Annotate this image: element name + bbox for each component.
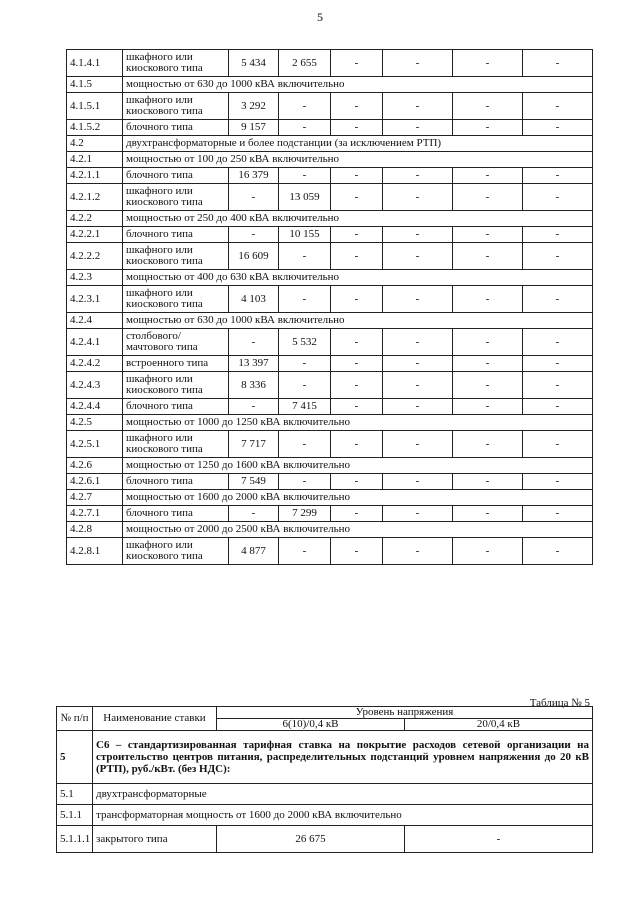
- section-label: мощностью от 630 до 1000 кВА включительно: [123, 313, 593, 329]
- row-number: 5.1.1: [57, 805, 93, 826]
- section-label: двухтрансформаторные и более подстанции (за исключением РТП): [123, 136, 593, 152]
- value-cell: 4 103: [229, 286, 279, 313]
- table-row: [67, 506, 593, 522]
- value-cell: -: [453, 50, 523, 77]
- row-number: 4.2.1.2: [67, 184, 123, 211]
- value-cell: -: [453, 184, 523, 211]
- section-row: [67, 458, 593, 474]
- value-cell: -: [523, 120, 593, 136]
- value-cell: -: [453, 168, 523, 184]
- section-label: трансформаторная мощность от 1600 до 2000 кВА включительно: [93, 805, 593, 826]
- table-caption: Таблица № 5: [529, 697, 590, 709]
- section-row: [67, 152, 593, 168]
- tariff-table-4: [66, 49, 593, 565]
- value-cell: -: [331, 168, 383, 184]
- row-number: 5.1.1.1: [57, 826, 93, 853]
- value-cell: -: [383, 227, 453, 243]
- value-cell: -: [453, 356, 523, 372]
- table-row: [67, 120, 593, 136]
- section-label: мощностью от 2000 до 2500 кВА включительно: [123, 522, 593, 538]
- value-cell: 4 877: [229, 538, 279, 565]
- value-cell: -: [383, 474, 453, 490]
- item-name: шкафного или киоскового типа: [123, 372, 229, 399]
- value-cell: -: [383, 93, 453, 120]
- value-cell: 7 549: [229, 474, 279, 490]
- value-cell: 16 609: [229, 243, 279, 270]
- item-name: шкафного или киоскового типа: [123, 50, 229, 77]
- section-label: двухтрансформаторные: [93, 784, 593, 805]
- value-cell: -: [453, 372, 523, 399]
- value-cell: -: [383, 372, 453, 399]
- item-name: шкафного или киоскового типа: [123, 538, 229, 565]
- row-number: 5.1: [57, 784, 93, 805]
- table-row: [67, 538, 593, 565]
- value-cell: -: [523, 329, 593, 356]
- item-name: блочного типа: [123, 120, 229, 136]
- value-cell: -: [331, 120, 383, 136]
- row-number: 4.2.8: [67, 522, 123, 538]
- section-row: [67, 313, 593, 329]
- row-number: 4.2.4: [67, 313, 123, 329]
- section-label: мощностью от 400 до 630 кВА включительно: [123, 270, 593, 286]
- value-cell: -: [453, 431, 523, 458]
- item-name: шкафного или киоскового типа: [123, 184, 229, 211]
- row-number: 4.2.7: [67, 490, 123, 506]
- table-row: [67, 93, 593, 120]
- value-cell: 8 336: [229, 372, 279, 399]
- value-cell: -: [331, 329, 383, 356]
- value-cell: -: [453, 227, 523, 243]
- item-name: шкафного или киоскового типа: [123, 243, 229, 270]
- page-number: 5: [317, 10, 323, 24]
- value-cell: -: [331, 243, 383, 270]
- value-cell: -: [331, 399, 383, 415]
- value-cell: -: [279, 431, 331, 458]
- row-number: 4.2.2.2: [67, 243, 123, 270]
- section-label: мощностью от 630 до 1000 кВА включительно: [123, 77, 593, 93]
- value-cell: -: [523, 372, 593, 399]
- value-cell: -: [229, 399, 279, 415]
- value-cell: -: [331, 506, 383, 522]
- value-cell: -: [523, 168, 593, 184]
- value-cell: 13 059: [279, 184, 331, 211]
- value-cell: -: [383, 538, 453, 565]
- section-row: [67, 136, 593, 152]
- value-cell: -: [383, 506, 453, 522]
- value-cell: 3 292: [229, 93, 279, 120]
- table-row: [67, 329, 593, 356]
- section-label: мощностью от 1250 до 1600 кВА включительно: [123, 458, 593, 474]
- value-cell: -: [523, 93, 593, 120]
- value-cell: -: [383, 184, 453, 211]
- value-20: -: [405, 826, 593, 853]
- value-cell: -: [453, 93, 523, 120]
- value-cell: -: [523, 286, 593, 313]
- section-label: мощностью от 1600 до 2000 кВА включительно: [123, 490, 593, 506]
- value-cell: -: [279, 120, 331, 136]
- section-row: [67, 270, 593, 286]
- section-row: [67, 522, 593, 538]
- table-row: [67, 50, 593, 77]
- item-name: блочного типа: [123, 474, 229, 490]
- value-cell: -: [383, 286, 453, 313]
- tariff-table-5: [56, 706, 593, 853]
- row-number: 4.2.6.1: [67, 474, 123, 490]
- value-cell: -: [279, 372, 331, 399]
- item-name: блочного типа: [123, 227, 229, 243]
- table-row: [67, 286, 593, 313]
- row-number: 4.2.8.1: [67, 538, 123, 565]
- table-row: [67, 372, 593, 399]
- value-6-10: 26 675: [217, 826, 405, 853]
- item-name: встроенного типа: [123, 356, 229, 372]
- header-name: Наименование ставки: [93, 707, 217, 731]
- row-number: 4.2.4.3: [67, 372, 123, 399]
- row-number: 4.1.5: [67, 77, 123, 93]
- value-cell: -: [331, 474, 383, 490]
- row-number: 5: [57, 731, 93, 784]
- value-cell: 5 532: [279, 329, 331, 356]
- value-cell: -: [523, 538, 593, 565]
- value-cell: -: [331, 538, 383, 565]
- value-cell: -: [523, 431, 593, 458]
- table-row: [67, 184, 593, 211]
- item-name: блочного типа: [123, 168, 229, 184]
- section-label: мощностью от 1000 до 1250 кВА включительно: [123, 415, 593, 431]
- value-cell: -: [229, 329, 279, 356]
- header-voltage-level: Уровень напряжения: [217, 707, 593, 719]
- rate-title: С6 – стандартизированная тарифная ставка на покрытие расходов сетевой организации на строительство центров питания, распределительных подстанций уровнем напряжения до 20 кВ (РТП), руб./кВт. (без НДС):: [93, 731, 593, 784]
- header-voltage-20: 20/0,4 кВ: [405, 719, 593, 731]
- item-name: шкафного или киоскового типа: [123, 286, 229, 313]
- row-number: 4.2.4.1: [67, 329, 123, 356]
- value-cell: 2 655: [279, 50, 331, 77]
- value-cell: -: [279, 168, 331, 184]
- value-cell: 7 415: [279, 399, 331, 415]
- section-label: мощностью от 100 до 250 кВА включительно: [123, 152, 593, 168]
- section-row: [67, 211, 593, 227]
- row-number: 4.2.2.1: [67, 227, 123, 243]
- value-cell: -: [383, 399, 453, 415]
- value-cell: -: [453, 474, 523, 490]
- value-cell: -: [331, 431, 383, 458]
- value-cell: -: [279, 93, 331, 120]
- value-cell: -: [383, 329, 453, 356]
- table-row: [67, 431, 593, 458]
- value-cell: 10 155: [279, 227, 331, 243]
- value-cell: -: [523, 506, 593, 522]
- value-cell: -: [331, 93, 383, 120]
- value-cell: -: [331, 184, 383, 211]
- value-cell: 7 717: [229, 431, 279, 458]
- value-cell: -: [523, 399, 593, 415]
- table-row: [67, 356, 593, 372]
- value-cell: -: [453, 286, 523, 313]
- value-cell: -: [331, 372, 383, 399]
- item-name: шкафного или киоскового типа: [123, 93, 229, 120]
- value-cell: 13 397: [229, 356, 279, 372]
- row-number: 4.1.5.1: [67, 93, 123, 120]
- value-cell: -: [279, 538, 331, 565]
- row-number: 4.2.7.1: [67, 506, 123, 522]
- value-cell: -: [523, 184, 593, 211]
- section-row: [67, 77, 593, 93]
- value-cell: -: [453, 538, 523, 565]
- value-cell: -: [331, 227, 383, 243]
- value-cell: -: [523, 50, 593, 77]
- row-number: 4.2.1.1: [67, 168, 123, 184]
- row-number: 4.2.5.1: [67, 431, 123, 458]
- section-row: [67, 415, 593, 431]
- row-number: 4.2.4.2: [67, 356, 123, 372]
- value-cell: -: [229, 227, 279, 243]
- row-number: 4.2.1: [67, 152, 123, 168]
- value-cell: -: [331, 286, 383, 313]
- section-label: мощностью от 250 до 400 кВА включительно: [123, 211, 593, 227]
- value-cell: 5 434: [229, 50, 279, 77]
- value-cell: -: [453, 120, 523, 136]
- value-cell: -: [331, 356, 383, 372]
- item-name: столбового/ мачтового типа: [123, 329, 229, 356]
- value-cell: -: [453, 329, 523, 356]
- value-cell: -: [383, 168, 453, 184]
- header-number: № п/п: [57, 707, 93, 731]
- value-cell: 9 157: [229, 120, 279, 136]
- row-number: 4.1.5.2: [67, 120, 123, 136]
- value-cell: -: [383, 243, 453, 270]
- section-row: [67, 490, 593, 506]
- table-row: [67, 243, 593, 270]
- value-cell: -: [523, 356, 593, 372]
- item-name: блочного типа: [123, 506, 229, 522]
- item-name: закрытого типа: [93, 826, 217, 853]
- row-number: 4.2.2: [67, 211, 123, 227]
- value-cell: -: [279, 474, 331, 490]
- value-cell: -: [453, 243, 523, 270]
- table-row: [67, 227, 593, 243]
- value-cell: -: [279, 243, 331, 270]
- value-cell: 7 299: [279, 506, 331, 522]
- row-number: 4.2: [67, 136, 123, 152]
- row-number: 4.2.5: [67, 415, 123, 431]
- value-cell: 16 379: [229, 168, 279, 184]
- value-cell: -: [229, 184, 279, 211]
- value-cell: -: [331, 50, 383, 77]
- table-row: [67, 399, 593, 415]
- row-number: 4.2.6: [67, 458, 123, 474]
- value-cell: -: [279, 286, 331, 313]
- value-cell: -: [453, 506, 523, 522]
- value-cell: -: [523, 474, 593, 490]
- table-row: [67, 168, 593, 184]
- item-name: шкафного или киоскового типа: [123, 431, 229, 458]
- value-cell: -: [383, 120, 453, 136]
- row-number: 4.1.4.1: [67, 50, 123, 77]
- row-number: 4.2.3.1: [67, 286, 123, 313]
- value-cell: -: [383, 50, 453, 77]
- row-number: 4.2.4.4: [67, 399, 123, 415]
- row-number: 4.2.3: [67, 270, 123, 286]
- header-voltage-6-10: 6(10)/0,4 кВ: [217, 719, 405, 731]
- value-cell: -: [279, 356, 331, 372]
- table-row: [67, 474, 593, 490]
- value-cell: -: [229, 506, 279, 522]
- value-cell: -: [453, 399, 523, 415]
- value-cell: -: [523, 227, 593, 243]
- value-cell: -: [523, 243, 593, 270]
- value-cell: -: [383, 356, 453, 372]
- item-name: блочного типа: [123, 399, 229, 415]
- value-cell: -: [383, 431, 453, 458]
